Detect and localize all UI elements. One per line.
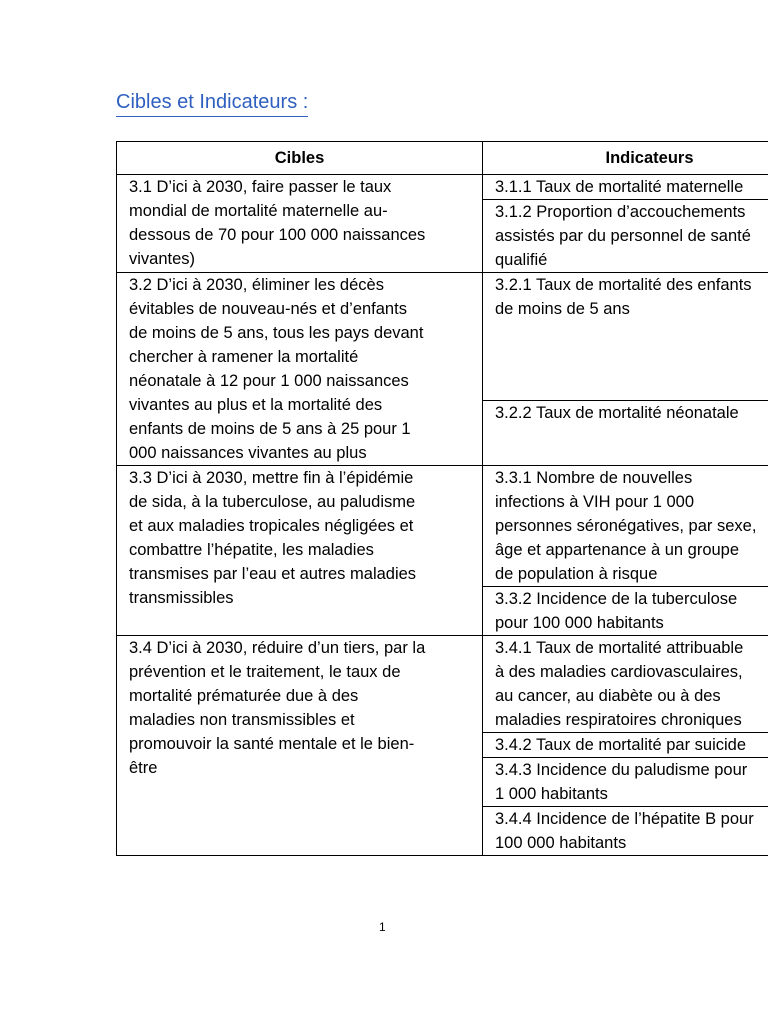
indicator-text-line: 3.1.2 Proportion d’accouchements bbox=[495, 203, 746, 221]
indicator-text-line: âge et appartenance à un groupe bbox=[495, 541, 740, 559]
targets-indicators-table bbox=[116, 141, 768, 856]
target-text-line: 3.4 D’ici à 2030, réduire d’un tiers, par la bbox=[129, 639, 426, 657]
indicator-text-line: personnes séronégatives, par sexe, bbox=[495, 517, 757, 535]
table-header-row bbox=[117, 142, 768, 175]
table-body bbox=[117, 175, 768, 856]
target-text-line: transmises par l’eau et autres maladies bbox=[129, 565, 417, 583]
indicator-text-line: 3.4.4 Incidence de l’hépatite B pour bbox=[495, 810, 754, 828]
target-text-line: mortalité prématurée due à des bbox=[129, 687, 359, 705]
indicator-cell bbox=[483, 733, 768, 758]
target-text-line: de sida, à la tuberculose, au paludisme bbox=[129, 493, 416, 511]
target-cell bbox=[117, 636, 483, 856]
indicator-text-line: 3.3.1 Nombre de nouvelles bbox=[495, 469, 693, 487]
header-cibles: Cibles bbox=[117, 142, 483, 175]
target-text-line: 3.2 D’ici à 2030, éliminer les décès bbox=[129, 276, 384, 294]
indicator-cell bbox=[483, 587, 768, 636]
indicator-text-line: 3.4.3 Incidence du paludisme pour bbox=[495, 761, 748, 779]
target-text-line: et aux maladies tropicales négligées et bbox=[129, 517, 414, 535]
indicator-cell bbox=[483, 758, 768, 807]
indicator-text-line: infections à VIH pour 1 000 bbox=[495, 493, 695, 511]
target-text-line: chercher à ramener la mortalité bbox=[129, 348, 359, 366]
indicator-text-line: 3.4.2 Taux de mortalité par suicide bbox=[495, 736, 747, 754]
table-row bbox=[117, 636, 768, 733]
indicator-text-line: 100 000 habitants bbox=[495, 834, 627, 852]
target-text-line: vivantes) bbox=[129, 250, 196, 268]
section-heading: Cibles et Indicateurs : bbox=[116, 88, 308, 117]
indicator-cell bbox=[483, 400, 768, 465]
target-text-line: combattre l’hépatite, les maladies bbox=[129, 541, 374, 559]
target-text-line: être bbox=[129, 759, 158, 777]
indicator-text-line: 3.3.2 Incidence de la tuberculose bbox=[495, 590, 738, 608]
target-text-line: 3.1 D’ici à 2030, faire passer le taux bbox=[129, 178, 392, 196]
indicator-cell bbox=[483, 175, 768, 200]
target-cell bbox=[117, 273, 483, 466]
table-row bbox=[117, 273, 768, 401]
target-text-line: évitables de nouveau-nés et d’enfants bbox=[129, 300, 407, 318]
target-text-line: promouvoir la santé mentale et le bien- bbox=[129, 735, 415, 753]
indicator-text-line: 3.2.2 Taux de mortalité néonatale bbox=[495, 403, 739, 422]
indicator-text-line: 3.1.1 Taux de mortalité maternelle bbox=[495, 178, 744, 196]
target-cell bbox=[117, 466, 483, 636]
target-text-line: 3.3 D’ici à 2030, mettre fin à l’épidémie bbox=[129, 469, 414, 487]
indicator-text-line: de moins de 5 ans bbox=[495, 300, 630, 318]
indicator-text-line: à des maladies cardiovasculaires, bbox=[495, 663, 743, 681]
indicator-text-line: 3.2.1 Taux de mortalité des enfants bbox=[495, 276, 752, 294]
table-row bbox=[117, 466, 768, 587]
target-text-line: 000 naissances vivantes au plus bbox=[129, 444, 367, 462]
target-text-line: de moins de 5 ans, tous les pays devant bbox=[129, 324, 424, 342]
indicator-text-line: pour 100 000 habitants bbox=[495, 614, 664, 632]
indicator-cell bbox=[483, 273, 768, 401]
indicator-cell bbox=[483, 807, 768, 856]
target-text-line: néonatale à 12 pour 1 000 naissances bbox=[129, 372, 409, 390]
indicator-text-line: 1 000 habitants bbox=[495, 785, 608, 803]
target-text-line: transmissibles bbox=[129, 589, 234, 607]
target-text-line: vivantes au plus et la mortalité des bbox=[129, 396, 383, 414]
indicator-text-line: 3.4.1 Taux de mortalité attribuable bbox=[495, 639, 744, 657]
indicator-cell bbox=[483, 636, 768, 733]
target-text-line: dessous de 70 pour 100 000 naissances bbox=[129, 226, 426, 244]
target-text-line: enfants de moins de 5 ans à 25 pour 1 bbox=[129, 420, 411, 438]
target-text-line: mondial de mortalité maternelle au- bbox=[129, 202, 388, 220]
indicator-text-line: qualifié bbox=[495, 251, 548, 269]
target-cell bbox=[117, 175, 483, 273]
indicator-text-line: maladies respiratoires chroniques bbox=[495, 711, 742, 729]
header-indicateurs: Indicateurs bbox=[483, 142, 768, 175]
indicator-text-line: de population à risque bbox=[495, 565, 658, 583]
indicator-cell bbox=[483, 466, 768, 587]
indicator-text-line: assistés par du personnel de santé bbox=[495, 227, 751, 245]
table-row bbox=[117, 175, 768, 200]
indicator-text-line: au cancer, au diabète ou à des bbox=[495, 687, 721, 705]
target-text-line: maladies non transmissibles et bbox=[129, 711, 355, 729]
page-number: 1 bbox=[379, 920, 386, 934]
indicator-cell bbox=[483, 200, 768, 273]
target-text-line: prévention et le traitement, le taux de bbox=[129, 663, 401, 681]
